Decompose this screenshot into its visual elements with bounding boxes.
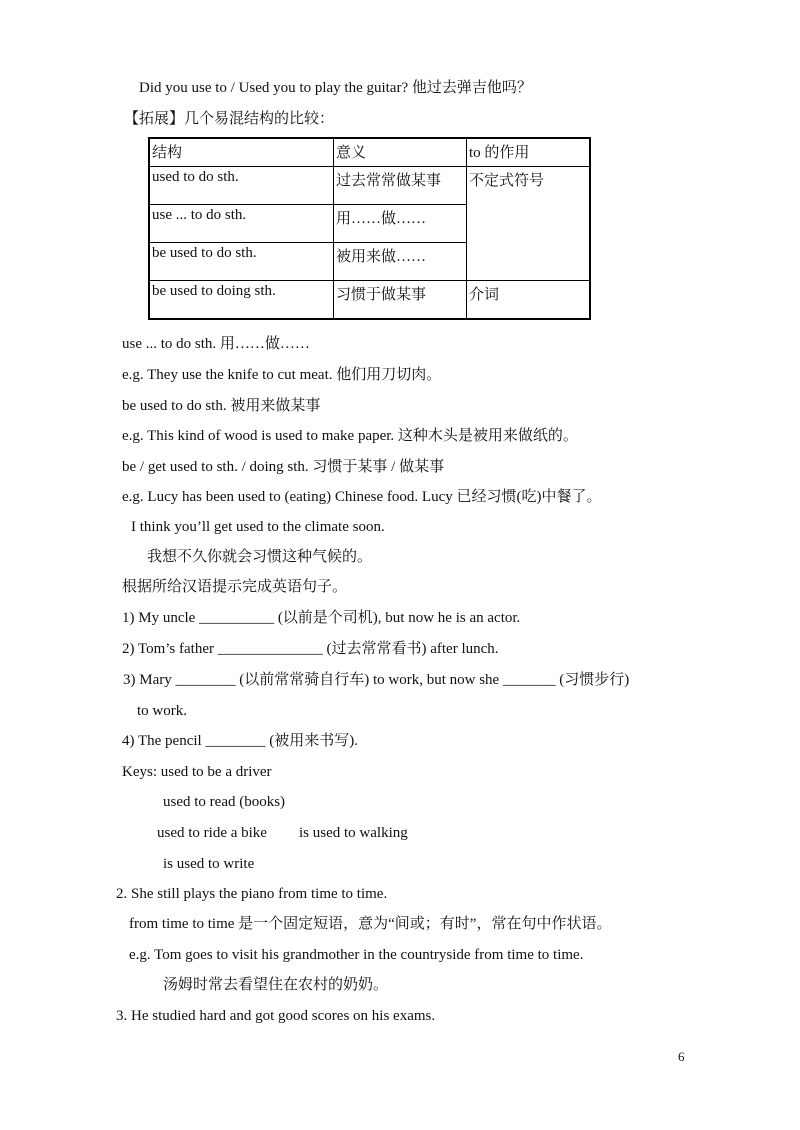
example-question-line: Did you use to / Used you to play the guitar? 他过去弹吉他吗？ <box>139 80 532 96</box>
exercise-item: 4) The pencil ________ (被用来书写). <box>122 733 358 749</box>
table-merged-cell: 不定式符号 <box>467 167 591 281</box>
body-line: e.g. Tom goes to visit his grandmother in the countryside from time to time. <box>129 947 584 963</box>
body-line: from time to time 是一个固定短语，意为“间或；有时”，常在句中作状语。 <box>129 916 612 932</box>
table-cell: be used to do sth. <box>149 243 334 281</box>
section-heading: 3. He studied hard and got good scores on his exams. <box>116 1008 436 1024</box>
exercise-item: 2) Tom’s father ______________ (过去常常看书) after lunch. <box>122 641 499 657</box>
table-header-cell: to 的作用 <box>467 138 591 167</box>
table-cell: be used to doing sth. <box>149 281 334 320</box>
keys-line: used to read (books) <box>163 794 286 810</box>
body-line: use ... to do sth. 用……做…… <box>122 336 310 352</box>
table-header-cell: 结构 <box>149 138 334 167</box>
table-cell: used to do sth. <box>149 167 334 205</box>
table-header-cell: 意义 <box>334 138 467 167</box>
body-line: e.g. This kind of wood is used to make paper. 这种木头是被用来做纸的。 <box>122 428 578 444</box>
keys-line: is used to walking <box>299 825 408 841</box>
exercise-item: 1) My uncle __________ (以前是个司机), but now he is an actor. <box>122 610 521 626</box>
page-number: 6 <box>678 1049 685 1064</box>
exercise-instruction: 根据所给汉语提示完成英语句子。 <box>122 579 348 595</box>
table-row <box>149 281 590 320</box>
body-line: be used to do sth. 被用来做某事 <box>122 398 321 414</box>
keys-line: used to ride a bike <box>157 825 267 841</box>
keys-line: is used to write <box>163 856 255 872</box>
exercise-item: 3) Mary ________ (以前常常骑自行车) to work, but now she _______ (习惯步行) <box>123 672 630 688</box>
table-cell: 介词 <box>467 281 591 320</box>
body-line: be / get used to sth. / doing sth. 习惯于某事 / 做某事 <box>122 459 445 475</box>
table-cell: 被用来做…… <box>334 243 467 281</box>
extension-heading: 【拓展】几个易混结构的比较： <box>124 111 335 127</box>
comparison-table <box>148 137 591 320</box>
table-header-row <box>149 138 590 167</box>
keys-line: Keys: used to be a driver <box>122 764 272 780</box>
table-cell: 习惯于做某事 <box>334 281 467 320</box>
body-line: 我想不久你就会习惯这种气候的。 <box>147 549 373 565</box>
exercise-item-continuation: to work. <box>137 703 187 719</box>
section-heading: 2. She still plays the piano from time to time. <box>116 886 388 902</box>
body-line: e.g. Lucy has been used to (eating) Chinese food. Lucy 已经习惯(吃)中餐了。 <box>122 489 602 505</box>
table-cell: 用……做…… <box>334 205 467 243</box>
table-cell: 过去常常做某事 <box>334 167 467 205</box>
body-line: e.g. They use the knife to cut meat. 他们用刀切肉。 <box>122 367 442 383</box>
body-line: 汤姆时常去看望住在农村的奶奶。 <box>163 977 389 993</box>
body-line: I think you’ll get used to the climate soon. <box>131 519 385 535</box>
table-cell: use ... to do sth. <box>149 205 334 243</box>
table-row <box>149 167 590 205</box>
